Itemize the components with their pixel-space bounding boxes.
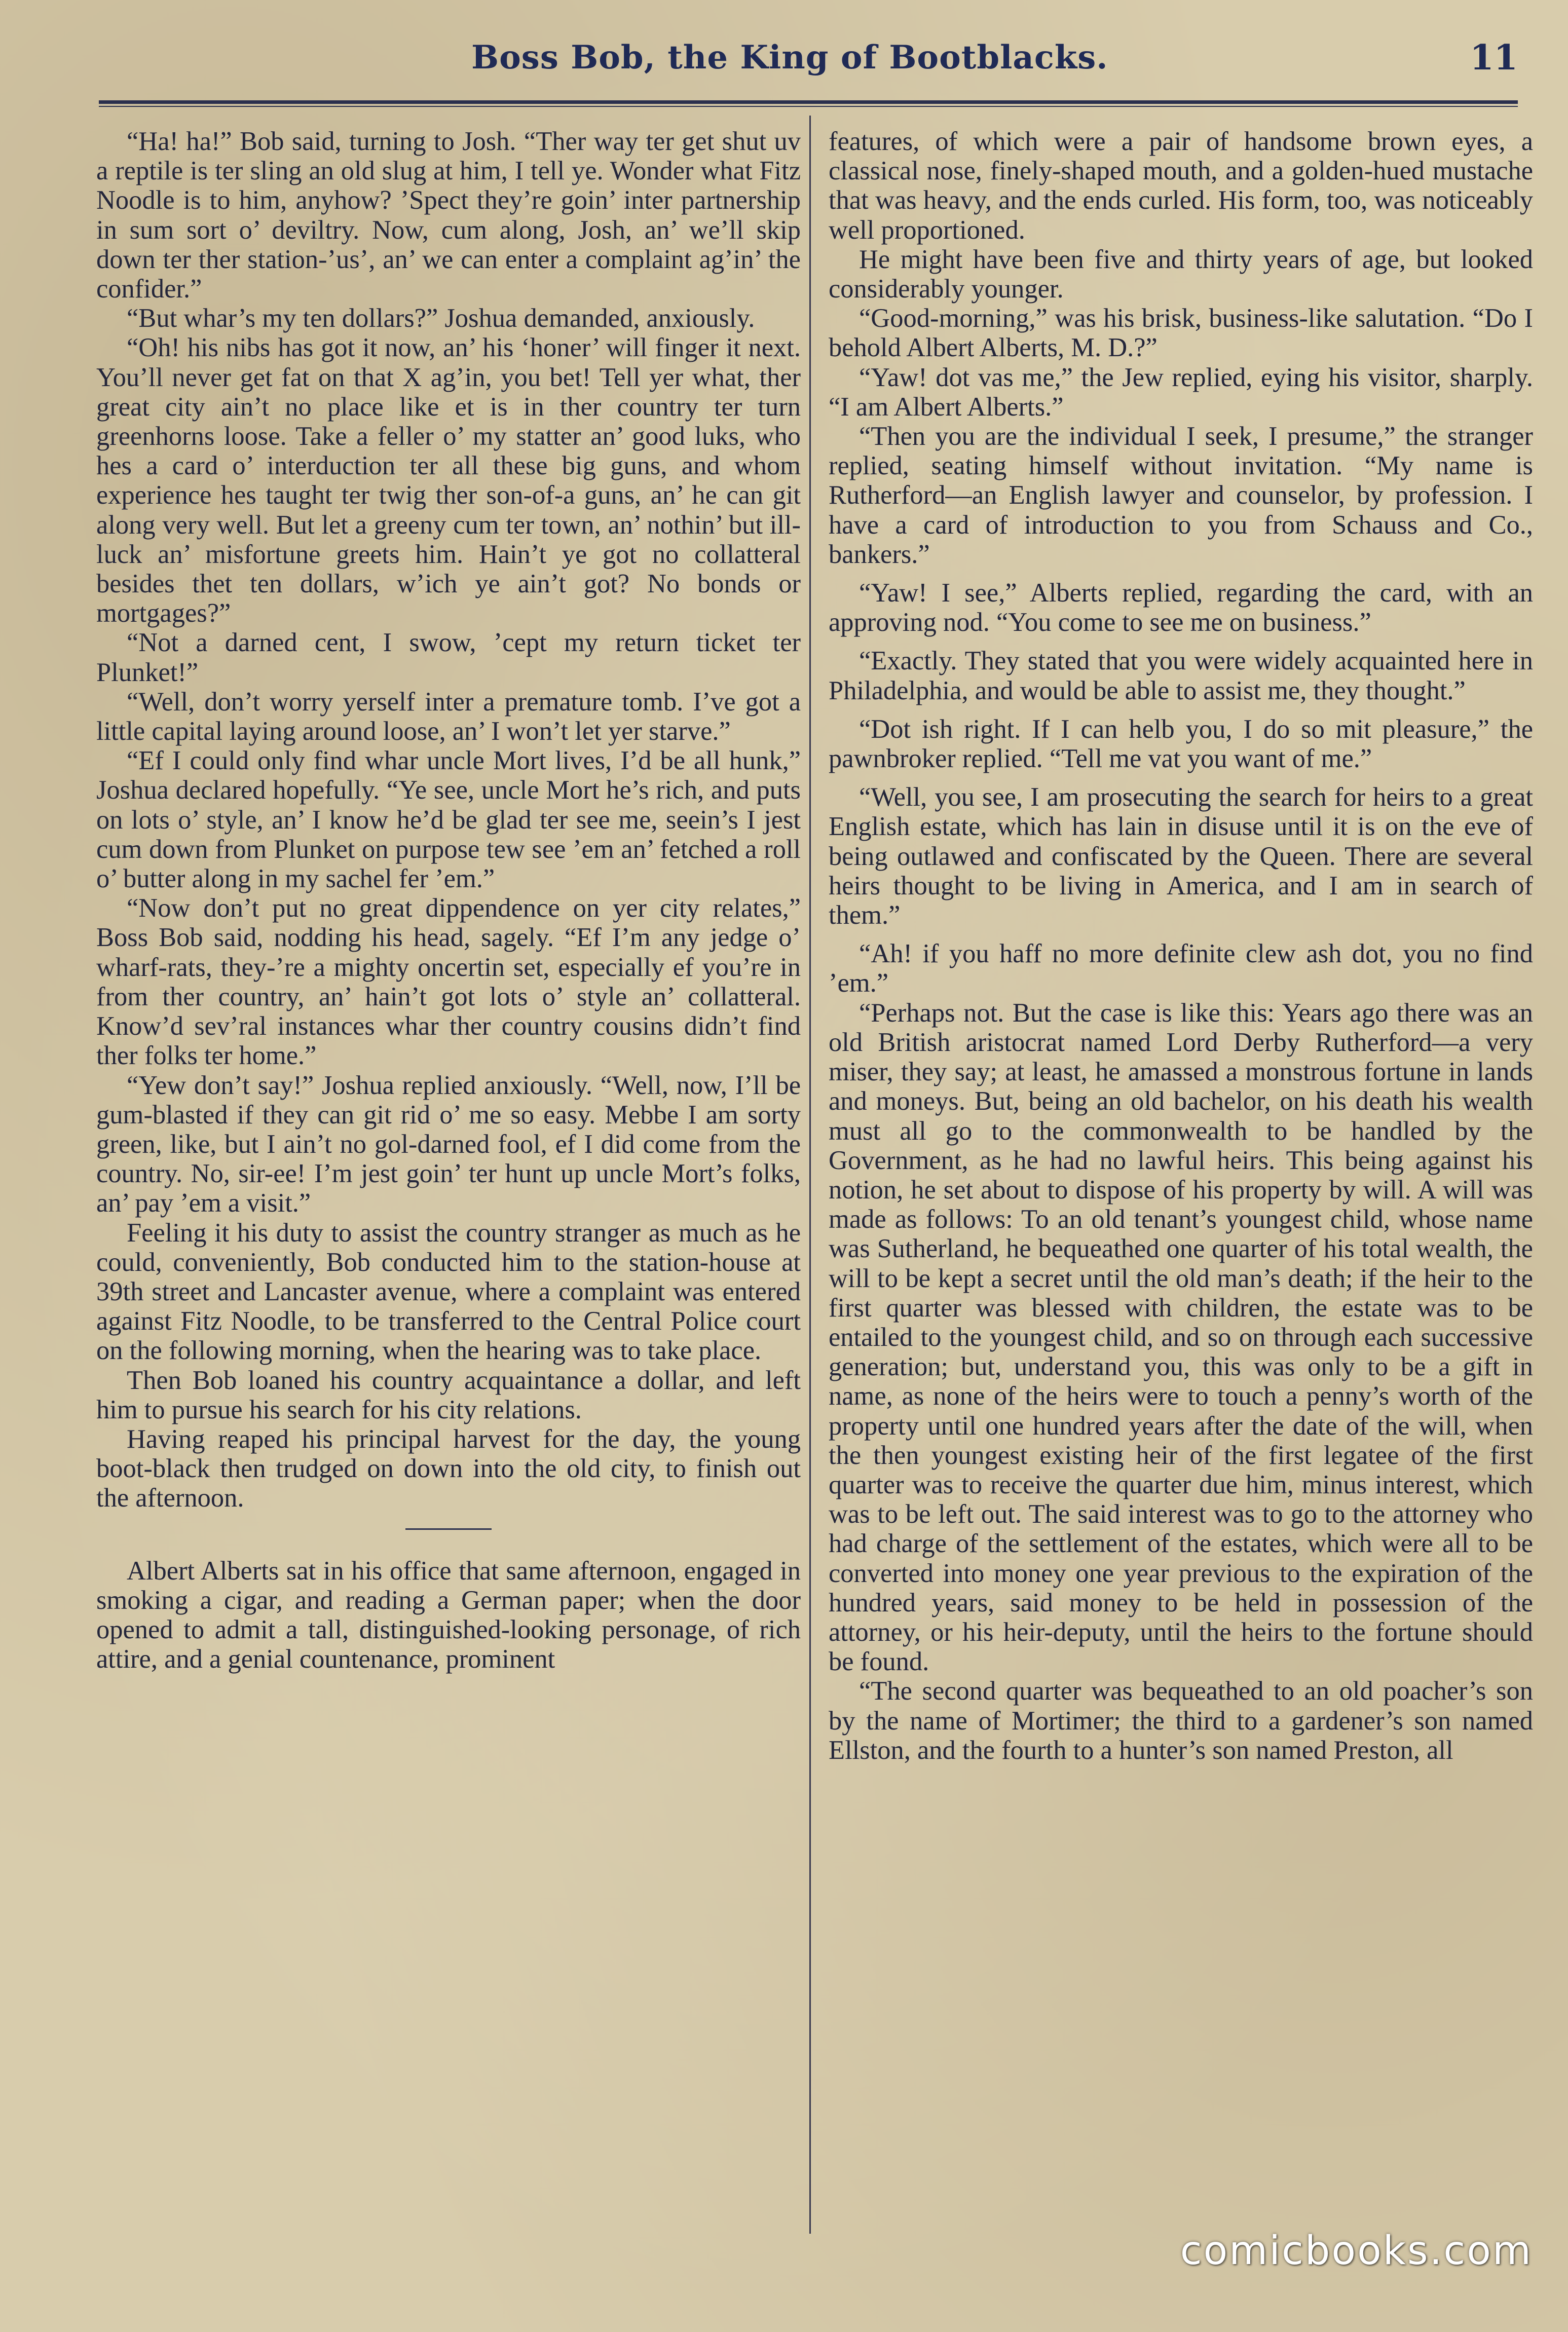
paragraph: Albert Alberts sat in his office that same afternoon, engaged in smoking a cigar, and reading a German paper; when the door opened to admit a tall, distinguished-looking personage, of rich attire, and a genial countenance, prominent xyxy=(96,1556,801,1674)
paragraph: “Perhaps not. But the case is like this: Years ago there was an old British aristocrat named Lord Derby Rutherford—a very miser, they say; at least, he amassed a monstrous fortune in lands and moneys. But, being an old bachelor, on his death his wealth must all go to the commonwealth to be handled by the Government, as he had no lawful heirs. This being against his notion, he set about to dispose of his property by will. A will was made as follows: To an old tenant’s youngest child, whose name was Sutherland, he bequeathed one quarter of his total wealth, the will to be kept a secret until the old man’s death; if the heir to the first quarter was blessed with children, the estate was to be entailed to the youngest child, and so on through each successive generation; but, understand you, this was only to be a gift in name, as none of the heirs were to touch a penny’s worth of the property until one hundred years after the date of the will, when the then youngest existing heir of the first legatee of the first quarter was to receive the quarter due him, minus interest, which was to be left out. The said interest was to go to the attorney who had charge of the settlement of the estates, which were all to be converted into money one year previous to the expiration of the hundred years, said money to be held in possession of the attorney, or his heir-deputy, until the heirs to the fortune should be found. xyxy=(829,998,1533,1677)
paragraph: “Well, you see, I am prosecuting the search for heirs to a great English estate, which has lain in disuse until it is on the eve of being outlawed and confiscated by the Queen. There are several heirs thought to be living in America, and I am in search of them.” xyxy=(829,782,1533,930)
column-divider xyxy=(809,116,811,2234)
paragraph: “Now don’t put no great dippendence on yer city relates,” Boss Bob said, nodding his head, sagely. “Ef I’m any jedge o’ wharf-rats, they-’re a mighty oncertin set, especially ef you’re in from ther country, an’ hain’t got lots o’ style an’ collatteral. Know’d sev’ral instances whar ther country cousins didn’t find ther folks ter home.” xyxy=(96,893,801,1071)
section-break-rule xyxy=(405,1528,492,1530)
paragraph: Feeling it his duty to assist the country stranger as much as he could, conveniently, Bob conducted him to the station-house at 39th street and Lancaster avenue, where a complaint was entered against Fitz Noodle, to be transferred to the Central Police court on the following morning, when the hearing was to take place. xyxy=(96,1218,801,1366)
paragraph: “Then you are the individual I seek, I presume,” the stranger replied, seating himself without invitation. “My name is Rutherford—an English lawyer and counselor, by profession. I have a card of introduction to you from Schauss and Co., bankers.” xyxy=(829,422,1533,569)
left-column xyxy=(96,127,801,2235)
watermark: comicbooks.com xyxy=(1180,2228,1533,2274)
paragraph: “Good-morning,” was his brisk, business-like salutation. “Do I behold Albert Alberts, M. D.?” xyxy=(829,304,1533,363)
paragraph: Having reaped his principal harvest for the day, the young boot-black then trudged on down into the old city, to finish out the afternoon. xyxy=(96,1424,801,1513)
paragraph: “Oh! his nibs has got it now, an’ his ‘honer’ will finger it next. You’ll never get fat on that X ag’in, you bet! Tell yer what, ther great city ain’t no place like et is in ther country ter turn greenhorns loose. Take a feller o’ my statter an’ good luks, who hes a card o’ interduction ter all these big guns, and whom experience hes taught ter twig ther son-of-a guns, an’ he can git along very well. But let a greeny cum ter town, an’ nothin’ but ill-luck an’ misfortune greets him. Hain’t ye got no collatteral besides thet ten dollars, w’ich ye ain’t got? No bonds or mortgages?” xyxy=(96,333,801,628)
paragraph: “Yew don’t say!” Joshua replied anxiously. “Well, now, I’ll be gum-blasted if they can git rid o’ me so easy. Mebbe I am sorty green, like, but I ain’t no gol-darned fool, ef I did come from the country. No, sir-ee! I’m jest goin’ ter hunt up uncle Mort’s folks, an’ pay ’em a visit.” xyxy=(96,1070,801,1218)
paragraph: “Ef I could only find whar uncle Mort lives, I’d be all hunk,” Joshua declared hopefully. “Ye see, uncle Mort he’s rich, and puts on lots o’ style, an’ I know he’d be glad ter see me, seein’s I jest cum down from Plunket on purpose tew see ’em an’ fetched a roll o’ butter along in my sachel fer ’em.” xyxy=(96,746,801,894)
paragraph: “Ah! if you haff no more definite clew ash dot, you no find ’em.” xyxy=(829,939,1533,998)
paragraph: “Yaw! dot vas me,” the Jew replied, eying his visitor, sharply. “I am Albert Alberts.” xyxy=(829,362,1533,422)
paragraph: He might have been five and thirty years of age, but looked considerably younger. xyxy=(829,244,1533,304)
paragraph: Then Bob loaned his country acquaintance a dollar, and left him to pursue his search for his city relations. xyxy=(96,1365,801,1424)
page-header xyxy=(99,35,1518,91)
paragraph: “Ha! ha!” Bob said, turning to Josh. “Ther way ter get shut uv a reptile is ter sling an old slug at him, I tell ye. Wonder what Fitz Noodle is to him, anyhow? ’Spect they’re goin’ inter partnership in sum sort o’ deviltry. Now, cum along, Josh, an’ we’ll skip down ter ther station-’us’, an’ we can enter a complaint ag’in’ the confider.” xyxy=(96,127,801,304)
paragraph: “Not a darned cent, I swow, ’cept my return ticket ter Plunket!” xyxy=(96,628,801,687)
header-rule xyxy=(99,100,1518,107)
paragraph: “The second quarter was bequeathed to an old poacher’s son by the name of Mortimer; the third to a gardener’s son named Ellston, and the fourth to a hunter’s son named Preston, all xyxy=(829,1676,1533,1765)
paragraph: “Dot ish right. If I can helb you, I do so mit pleasure,” the pawnbroker replied. “Tell me vat you want of me.” xyxy=(829,714,1533,774)
right-column xyxy=(829,127,1533,2235)
running-title: Boss Bob, the King of Bootblacks. xyxy=(471,39,1108,77)
paragraph: “Yaw! I see,” Alberts replied, regarding the card, with an approving nod. “You come to see me on business.” xyxy=(829,578,1533,637)
paragraph: “But whar’s my ten dollars?” Joshua demanded, anxiously. xyxy=(127,304,755,333)
paragraph: features, of which were a pair of handsome brown eyes, a classical nose, finely-shaped mouth, and a golden-hued mustache that was heavy, and the ends curled. His form, too, was noticeably well proportioned. xyxy=(829,127,1533,245)
paragraph: “Well, don’t worry yerself inter a premature tomb. I’ve got a little capital laying around loose, an’ I won’t let yer starve.” xyxy=(96,687,801,746)
page-number: 11 xyxy=(1470,37,1518,78)
paragraph: “Exactly. They stated that you were widely acquainted here in Philadelphia, and would be able to assist me, they thought.” xyxy=(829,646,1533,705)
